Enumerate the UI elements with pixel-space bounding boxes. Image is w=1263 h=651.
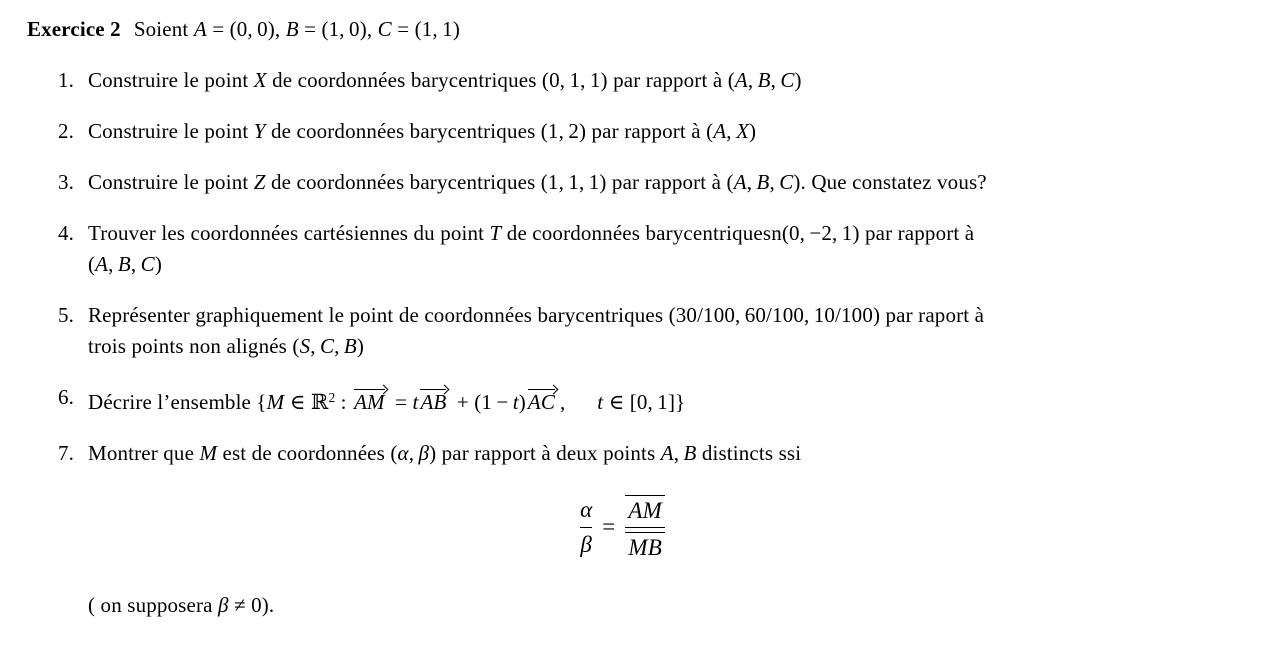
math-variable: X	[736, 119, 750, 143]
item-number: 3.	[58, 170, 75, 194]
math-variable: β	[418, 440, 430, 465]
math-variable: S	[299, 334, 311, 358]
math-variable: B	[757, 68, 771, 92]
text-segment: :	[335, 389, 353, 414]
text-segment: = (1, 0),	[298, 17, 378, 41]
math-variable: t	[412, 389, 419, 414]
item-number: 6.	[58, 385, 75, 409]
text-segment: ,	[334, 334, 344, 358]
math-variable: B	[285, 17, 299, 41]
fraction-AM-MB	[625, 495, 665, 561]
text-segment: ∈ [0, 1]}	[603, 389, 686, 414]
text-segment: Représenter graphiquement le point de coordonnées barycentriques (30/100, 60/100, 10/100) par raport à	[88, 303, 985, 327]
text-segment: Soient	[133, 17, 194, 41]
math-variable: α	[397, 440, 409, 465]
item-number: 1.	[58, 68, 75, 92]
text-segment: trois points non alignés (	[88, 334, 300, 358]
text-segment: ,	[560, 389, 598, 414]
text-segment: ). Que constatez vous?	[793, 170, 987, 194]
text-segment: Trouver les coordonnées cartésiennes du point	[88, 221, 490, 245]
text-segment: (	[88, 252, 96, 276]
text-segment: = (0, 0),	[206, 17, 286, 41]
text-segment: ,	[108, 252, 118, 276]
item-number: 2.	[58, 119, 75, 143]
math-variable: B	[683, 440, 697, 465]
equals-sign: =	[602, 513, 616, 539]
text-segment: ,	[747, 68, 758, 92]
math-variable: C	[779, 170, 794, 194]
fraction-bar	[625, 527, 665, 528]
item-text	[88, 167, 1218, 198]
math-variable: M	[199, 440, 218, 465]
list-item	[58, 218, 1218, 280]
math-variable: β	[217, 593, 229, 618]
text-segment: )	[794, 68, 802, 92]
exercise-title: Exercice 2	[27, 17, 121, 41]
item-number: 7.	[58, 440, 75, 465]
math-variable: t	[597, 389, 604, 414]
math-variable: B	[756, 170, 770, 194]
item-text	[88, 116, 1218, 147]
header-math	[134, 17, 460, 41]
math-variable: C	[377, 17, 392, 41]
text-segment: ∈ ℝ	[284, 389, 329, 414]
text-segment: )	[518, 389, 526, 414]
text-segment: = (1, 1)	[391, 17, 460, 41]
text-segment: distincts ssi	[696, 440, 802, 465]
fraction-bar	[580, 527, 592, 528]
item-number: 4.	[58, 221, 75, 245]
math-variable: A	[734, 68, 748, 92]
list-item	[58, 116, 1218, 147]
item-text	[88, 382, 1218, 418]
math-variable: B	[343, 334, 357, 358]
fraction-alpha-beta	[580, 497, 592, 559]
text-segment: de coordonnées barycentriques (0, 1, 1) par rapport à (	[266, 68, 735, 92]
text-segment: ,	[746, 170, 757, 194]
signed-length-MB: MB	[625, 532, 665, 560]
text-segment: Construire le point	[88, 170, 254, 194]
list-item	[58, 438, 1218, 469]
text-segment: est de coordonnées (	[217, 440, 398, 465]
text-segment: Construire le point	[88, 119, 254, 143]
text-segment: de coordonnées barycentriques (1, 1, 1) par rapport à (	[265, 170, 734, 194]
math-variable: C	[140, 252, 155, 276]
text-segment: ,	[673, 440, 684, 465]
math-variable: A	[733, 170, 747, 194]
equation-denominator-beta: β	[580, 532, 592, 558]
exercise-header	[27, 14, 1218, 45]
text-segment: ,	[770, 68, 781, 92]
text-segment: =	[389, 389, 413, 414]
text-segment: ≠ 0).	[228, 593, 275, 618]
item-text	[88, 438, 1218, 469]
vector-notation	[353, 387, 388, 413]
text-segment: Montrer que	[88, 440, 200, 465]
text-segment: ,	[310, 334, 320, 358]
math-variable: t	[512, 389, 519, 414]
math-variable: A	[660, 440, 674, 465]
math-variable: B	[117, 252, 131, 276]
list-item	[58, 300, 1218, 362]
text-segment: de coordonnées barycentriquesn(0, −2, 1) par rapport à	[501, 221, 975, 245]
math-variable: C	[780, 68, 795, 92]
superscript: 2	[328, 390, 336, 405]
text-segment: )	[356, 334, 365, 358]
text-segment: ,	[769, 170, 780, 194]
math-variable: C	[319, 334, 335, 358]
closing-note	[27, 590, 1218, 621]
math-variable: M	[266, 389, 285, 414]
list-item	[58, 65, 1218, 96]
text-segment: )	[749, 119, 757, 143]
text-segment: )	[154, 252, 162, 276]
text-segment: ,	[726, 119, 737, 143]
item-number: 5.	[58, 303, 75, 327]
text-segment: ( on supposera	[88, 593, 218, 618]
vector-notation	[527, 387, 558, 413]
text-segment: Construire le point	[88, 68, 254, 92]
text-segment: ) par rapport à deux points	[429, 440, 661, 465]
list-item	[58, 167, 1218, 198]
display-equation	[27, 495, 1218, 561]
math-variable: Z	[253, 170, 266, 194]
list-item	[58, 382, 1218, 418]
item-text	[88, 218, 1218, 280]
text-segment: + (1 −	[451, 389, 513, 414]
signed-length-AM: AM	[625, 495, 665, 523]
vector-notation	[419, 387, 449, 413]
vector-letters: AC	[527, 389, 556, 414]
vector-arrow-icon	[420, 389, 446, 390]
text-segment: ,	[130, 252, 141, 276]
item-text	[88, 300, 1218, 362]
vector-arrow-icon	[528, 389, 555, 390]
text-segment: Décrire l’ensemble {	[88, 389, 267, 414]
vector-letters: AB	[420, 389, 447, 414]
math-variable: T	[489, 221, 502, 245]
math-variable: A	[95, 252, 109, 276]
math-variable: X	[253, 68, 267, 92]
vector-arrow-icon	[354, 389, 385, 390]
math-variable: A	[193, 17, 207, 41]
equation-numerator-alpha: α	[580, 496, 593, 522]
exercise-list	[27, 65, 1218, 469]
text-segment: de coordonnées barycentriques (1, 2) par rapport à (	[265, 119, 714, 143]
item-text	[88, 65, 1218, 96]
text-segment: ,	[408, 440, 419, 465]
vector-letters: AM	[354, 389, 385, 414]
math-variable: A	[713, 119, 727, 143]
math-variable: Y	[253, 119, 266, 143]
